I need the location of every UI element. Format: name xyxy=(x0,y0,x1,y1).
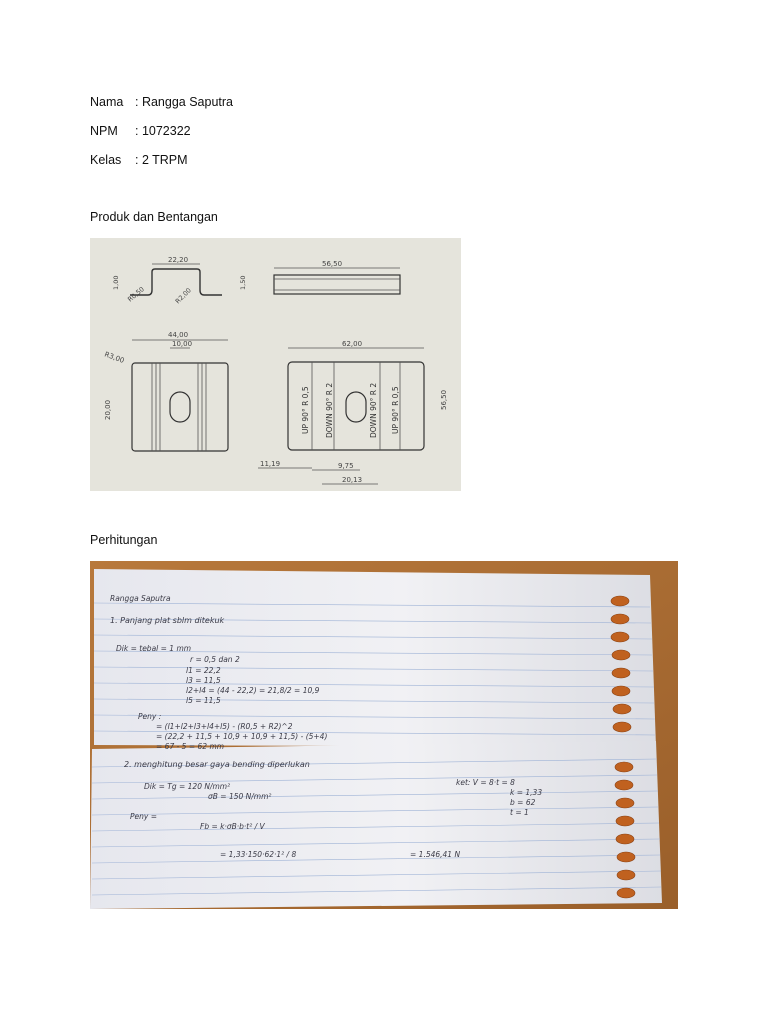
hw-line-13: 2. menghitung besar gaya bending diperlukan xyxy=(124,760,310,769)
hw-line-22: = 1,33·150·62·1² / 8 xyxy=(220,850,297,859)
dim-radius-a: R0,50 xyxy=(126,285,146,304)
kelas-row xyxy=(90,153,188,167)
dim-height-left: 1,00 xyxy=(112,275,120,290)
dim-flat-width: 44,00 xyxy=(168,331,189,339)
dim-radius-b: R2,00 xyxy=(173,286,193,306)
bend-label-3: DOWN 90° R 2 xyxy=(369,382,378,438)
hw-line-19: t = 1 xyxy=(510,808,529,817)
dim-flat-height: 20,00 xyxy=(104,399,112,420)
hw-line-6: l3 = 11,5 xyxy=(186,676,221,685)
hw-line-5: l1 = 22,2 xyxy=(186,666,221,675)
hw-line-21: Fb = k·σB·b·t² / V xyxy=(200,822,265,831)
hw-line-10: = (l1+l2+l3+l4+l5) - (R0,5 + R2)^2 xyxy=(156,722,293,731)
npm-value: : 1072322 xyxy=(135,124,191,138)
dim-slot-width: 10,00 xyxy=(172,340,193,348)
bend-label-4: UP 90° R 0,5 xyxy=(391,386,400,434)
kelas-label: Kelas xyxy=(90,153,122,167)
hw-line-20: Peny = xyxy=(130,812,157,821)
hw-line-12: = 67 - 5 = 62 mm xyxy=(156,742,225,751)
dim-top-width: 22,20 xyxy=(168,256,189,264)
dim-height-right: 1,50 xyxy=(239,275,247,290)
dim-radius-c: R3,00 xyxy=(103,350,126,365)
perhitungan-heading: Perhitungan xyxy=(90,533,158,547)
bend-label-1: UP 90° R 0,5 xyxy=(301,386,310,434)
hw-line-4: r = 0,5 dan 2 xyxy=(190,655,240,664)
nama-value: : Rangga Saputra xyxy=(135,95,233,109)
kelas-value: : 2 TRPM xyxy=(135,153,188,167)
hw-line-16: ket: V = 8·t = 8 xyxy=(456,778,515,787)
dim-offset-a: 11,19 xyxy=(260,460,281,468)
nama-label: Nama xyxy=(90,95,124,109)
hw-line-3: Dik = tebal = 1 mm xyxy=(116,644,192,653)
handwritten-calculation-photo xyxy=(90,561,678,909)
hw-line-11: = (22,2 + 11,5 + 10,9 + 10,9 + 11,5) - (5+4) xyxy=(156,732,328,741)
hw-line-17: k = 1,33 xyxy=(510,788,543,797)
hw-line-2: 1. Panjang plat sblm ditekuk xyxy=(110,616,225,625)
npm-row xyxy=(90,124,191,138)
hw-line-1: Rangga Saputra xyxy=(110,594,171,603)
dim-side-length: 56,50 xyxy=(322,260,343,268)
hw-line-9: Peny : xyxy=(138,712,162,721)
nama-row xyxy=(90,95,233,109)
dim-offset-c: 20,13 xyxy=(342,476,363,484)
technical-drawing xyxy=(90,238,461,491)
dim-blank-width: 62,00 xyxy=(342,340,363,348)
bend-label-2: DOWN 90° R 2 xyxy=(325,382,334,438)
hw-line-18: b = 62 xyxy=(510,798,536,807)
dim-offset-b: 9,75 xyxy=(338,462,354,470)
hw-line-14: Dik = Tg = 120 N/mm² xyxy=(144,782,231,791)
produk-heading: Produk dan Bentangan xyxy=(90,210,218,224)
hw-line-23: = 1.546,41 N xyxy=(410,850,461,859)
hw-line-8: l5 = 11,5 xyxy=(186,696,221,705)
hw-line-7: l2+l4 = (44 - 22,2) = 21,8/2 = 10,9 xyxy=(186,686,320,695)
hw-line-15: σB = 150 N/mm² xyxy=(208,792,272,801)
npm-label: NPM xyxy=(90,124,118,138)
dim-blank-height: 56,50 xyxy=(440,389,448,410)
